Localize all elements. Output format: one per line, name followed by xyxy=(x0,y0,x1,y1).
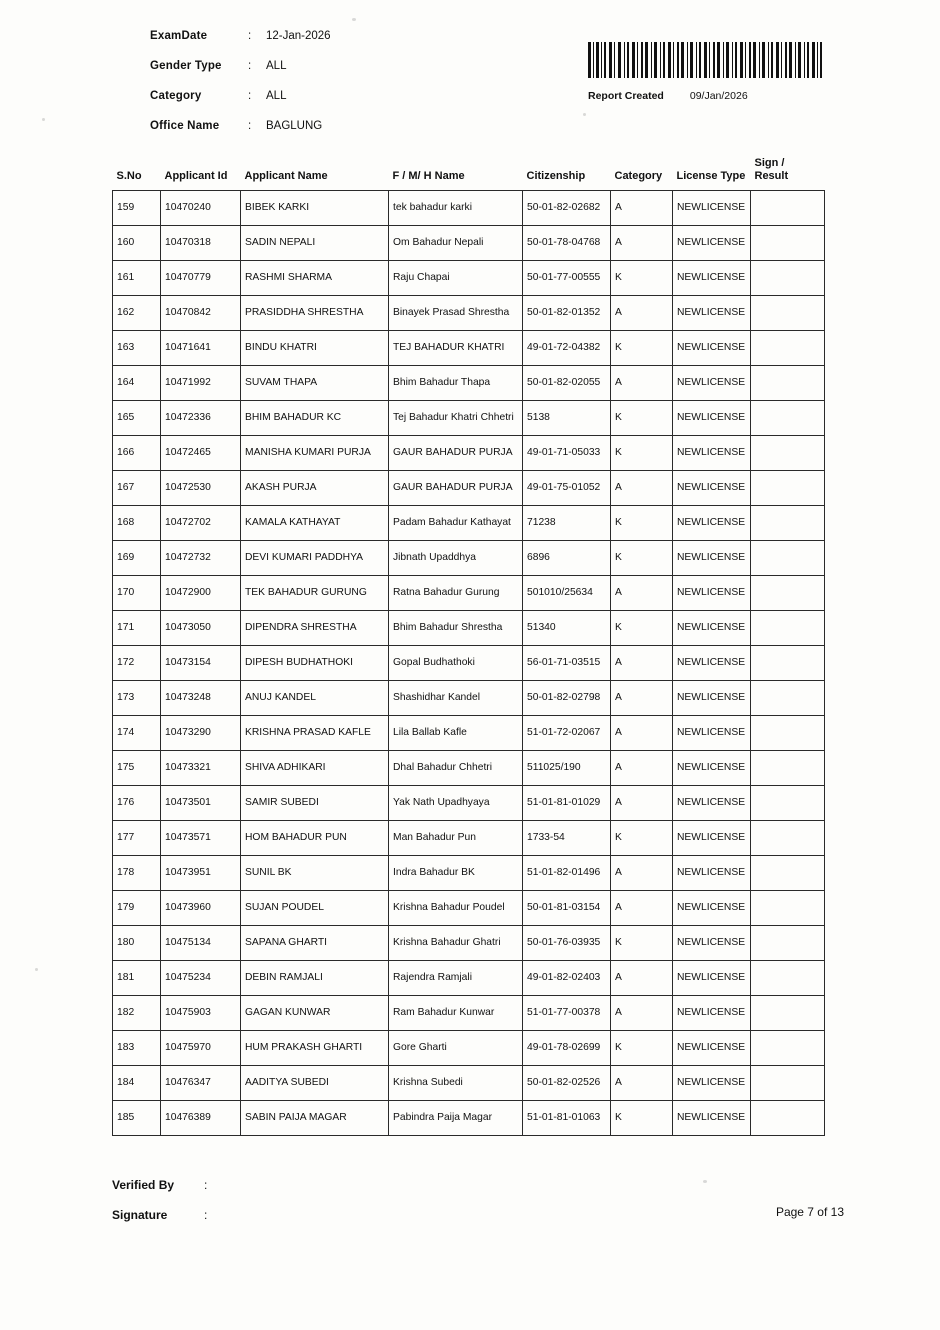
cell-category: K xyxy=(611,1031,673,1066)
report-created-date: 09/Jan/2026 xyxy=(689,90,748,102)
page-number: Page 7 of 13 xyxy=(775,1205,844,1219)
scan-speck xyxy=(583,113,586,116)
cell-fmh-name: Krishna Subedi xyxy=(389,1066,523,1101)
cell-applicant-name: SUJAN POUDEL xyxy=(241,891,389,926)
cell-sno: 160 xyxy=(113,226,161,261)
cell-sign-result xyxy=(751,436,825,471)
meta-label-examdate: ExamDate xyxy=(150,30,208,42)
cell-license-type: NEWLICENSE xyxy=(673,226,751,261)
cell-license-type: NEWLICENSE xyxy=(673,436,751,471)
cell-applicant-id: 10472465 xyxy=(161,436,241,471)
footer-block xyxy=(112,1178,824,1238)
cell-applicant-name: DEVI KUMARI PADDHYA xyxy=(241,541,389,576)
cell-license-type: NEWLICENSE xyxy=(673,366,751,401)
cell-citizenship: 49-01-82-02403 xyxy=(523,961,611,996)
cell-citizenship: 49-01-71-05033 xyxy=(523,436,611,471)
cell-sign-result xyxy=(751,646,825,681)
table-row xyxy=(113,856,825,891)
report-created-label: Report Created xyxy=(588,90,664,102)
table-row xyxy=(113,436,825,471)
cell-license-type: NEWLICENSE xyxy=(673,751,751,786)
meta-colon: : xyxy=(248,60,252,72)
cell-sno: 163 xyxy=(113,331,161,366)
cell-category: K xyxy=(611,401,673,436)
applicant-table xyxy=(112,155,825,1136)
table-row xyxy=(113,996,825,1031)
cell-license-type: NEWLICENSE xyxy=(673,506,751,541)
cell-category: K xyxy=(611,1101,673,1136)
cell-applicant-id: 10470240 xyxy=(161,191,241,226)
cell-sno: 179 xyxy=(113,891,161,926)
cell-citizenship: 71238 xyxy=(523,506,611,541)
table-row xyxy=(113,191,825,226)
cell-sign-result xyxy=(751,821,825,856)
meta-value-category: ALL xyxy=(266,90,287,102)
cell-applicant-id: 10476389 xyxy=(161,1101,241,1136)
cell-fmh-name: Man Bahadur Pun xyxy=(389,821,523,856)
cell-citizenship: 56-01-71-03515 xyxy=(523,646,611,681)
cell-applicant-name: BHIM BAHADUR KC xyxy=(241,401,389,436)
cell-sno: 167 xyxy=(113,471,161,506)
cell-applicant-name: AADITYA SUBEDI xyxy=(241,1066,389,1101)
cell-sno: 165 xyxy=(113,401,161,436)
scan-speck xyxy=(35,968,38,971)
cell-citizenship: 50-01-82-02682 xyxy=(523,191,611,226)
table-row xyxy=(113,1101,825,1136)
meta-label-office-name: Office Name xyxy=(150,120,220,132)
cell-category: A xyxy=(611,296,673,331)
cell-license-type: NEWLICENSE xyxy=(673,996,751,1031)
cell-applicant-id: 10473501 xyxy=(161,786,241,821)
cell-sign-result xyxy=(751,961,825,996)
meta-value-office-name: BAGLUNG xyxy=(266,120,323,132)
cell-sign-result xyxy=(751,226,825,261)
table-row xyxy=(113,1031,825,1066)
cell-citizenship: 1733-54 xyxy=(523,821,611,856)
cell-sno: 164 xyxy=(113,366,161,401)
cell-fmh-name: Krishna Bahadur Ghatri xyxy=(389,926,523,961)
cell-applicant-id: 10470318 xyxy=(161,226,241,261)
cell-citizenship: 6896 xyxy=(523,541,611,576)
cell-sno: 159 xyxy=(113,191,161,226)
cell-sign-result xyxy=(751,716,825,751)
meta-value-examdate: 12-Jan-2026 xyxy=(266,30,331,42)
cell-license-type: NEWLICENSE xyxy=(673,786,751,821)
cell-category: A xyxy=(611,786,673,821)
cell-sno: 183 xyxy=(113,1031,161,1066)
cell-applicant-id: 10475134 xyxy=(161,926,241,961)
cell-category: K xyxy=(611,331,673,366)
cell-applicant-id: 10471641 xyxy=(161,331,241,366)
cell-sno: 181 xyxy=(113,961,161,996)
cell-sno: 166 xyxy=(113,436,161,471)
cell-applicant-name: SAPANA GHARTI xyxy=(241,926,389,961)
cell-sign-result xyxy=(751,541,825,576)
cell-fmh-name: Krishna Bahadur Poudel xyxy=(389,891,523,926)
cell-sign-result xyxy=(751,891,825,926)
table-row xyxy=(113,786,825,821)
cell-applicant-name: RASHMI SHARMA xyxy=(241,261,389,296)
cell-applicant-id: 10473248 xyxy=(161,681,241,716)
table-row xyxy=(113,716,825,751)
meta-label-gender-type: Gender Type xyxy=(150,60,222,72)
cell-fmh-name: tek bahadur karki xyxy=(389,191,523,226)
cell-fmh-name: Raju Chapai xyxy=(389,261,523,296)
table-row xyxy=(113,821,825,856)
cell-citizenship: 51-01-81-01063 xyxy=(523,1101,611,1136)
cell-fmh-name: Gopal Budhathoki xyxy=(389,646,523,681)
cell-citizenship: 50-01-82-02055 xyxy=(523,366,611,401)
cell-license-type: NEWLICENSE xyxy=(673,961,751,996)
cell-applicant-name: DEBIN RAMJALI xyxy=(241,961,389,996)
cell-applicant-id: 10476347 xyxy=(161,1066,241,1101)
column-header-fmh-name: F / M/ H Name xyxy=(392,169,465,182)
table-row xyxy=(113,1066,825,1101)
cell-fmh-name: Indra Bahadur BK xyxy=(389,856,523,891)
cell-sign-result xyxy=(751,576,825,611)
cell-fmh-name: TEJ BAHADUR KHATRI xyxy=(389,331,523,366)
cell-license-type: NEWLICENSE xyxy=(673,401,751,436)
cell-sign-result xyxy=(751,331,825,366)
column-header-applicant-name: Applicant Name xyxy=(244,169,328,182)
cell-sno: 161 xyxy=(113,261,161,296)
cell-fmh-name: Lila Ballab Kafle xyxy=(389,716,523,751)
table-row xyxy=(113,926,825,961)
report-created-row xyxy=(588,90,822,102)
cell-applicant-name: SAMIR SUBEDI xyxy=(241,786,389,821)
cell-sign-result xyxy=(751,1031,825,1066)
table-row xyxy=(113,226,825,261)
cell-category: A xyxy=(611,191,673,226)
column-header-sno: S.No xyxy=(116,169,142,182)
cell-sign-result xyxy=(751,996,825,1031)
cell-license-type: NEWLICENSE xyxy=(673,471,751,506)
verified-by-label: Verified By xyxy=(112,1178,175,1192)
applicant-table-wrap xyxy=(112,155,824,1136)
cell-sign-result xyxy=(751,926,825,961)
column-header-citizenship: Citizenship xyxy=(526,169,586,182)
cell-citizenship: 51-01-72-02067 xyxy=(523,716,611,751)
verified-by-colon: : xyxy=(204,1178,208,1192)
cell-applicant-id: 10471992 xyxy=(161,366,241,401)
cell-license-type: NEWLICENSE xyxy=(673,1101,751,1136)
table-row xyxy=(113,611,825,646)
table-row xyxy=(113,751,825,786)
cell-sign-result xyxy=(751,366,825,401)
cell-citizenship: 50-01-82-02798 xyxy=(523,681,611,716)
cell-fmh-name: Pabindra Paija Magar xyxy=(389,1101,523,1136)
cell-applicant-name: AKASH PURJA xyxy=(241,471,389,506)
cell-sign-result xyxy=(751,191,825,226)
table-header xyxy=(113,155,825,191)
meta-colon: : xyxy=(248,120,252,132)
cell-sno: 177 xyxy=(113,821,161,856)
table-body xyxy=(113,191,825,1136)
cell-fmh-name: GAUR BAHADUR PURJA xyxy=(389,436,523,471)
cell-license-type: NEWLICENSE xyxy=(673,296,751,331)
cell-sign-result xyxy=(751,856,825,891)
cell-sign-result xyxy=(751,1101,825,1136)
table-row xyxy=(113,296,825,331)
cell-applicant-name: SHIVA ADHIKARI xyxy=(241,751,389,786)
meta-value-gender-type: ALL xyxy=(266,60,287,72)
signature-row xyxy=(112,1208,824,1238)
cell-sno: 173 xyxy=(113,681,161,716)
cell-sign-result xyxy=(751,261,825,296)
cell-sno: 185 xyxy=(113,1101,161,1136)
cell-applicant-name: TEK BAHADUR GURUNG xyxy=(241,576,389,611)
cell-applicant-name: GAGAN KUNWAR xyxy=(241,996,389,1031)
cell-license-type: NEWLICENSE xyxy=(673,611,751,646)
cell-applicant-name: SADIN NEPALI xyxy=(241,226,389,261)
cell-sno: 162 xyxy=(113,296,161,331)
cell-citizenship: 50-01-81-03154 xyxy=(523,891,611,926)
table-row xyxy=(113,541,825,576)
cell-applicant-id: 10473951 xyxy=(161,856,241,891)
cell-category: K xyxy=(611,926,673,961)
meta-row-examdate xyxy=(150,30,490,60)
signature-label: Signature xyxy=(112,1208,168,1222)
cell-applicant-name: DIPENDRA SHRESTHA xyxy=(241,611,389,646)
cell-applicant-name: BINDU KHATRI xyxy=(241,331,389,366)
cell-applicant-id: 10472900 xyxy=(161,576,241,611)
meta-label-category: Category xyxy=(150,90,202,102)
cell-license-type: NEWLICENSE xyxy=(673,891,751,926)
cell-fmh-name: Jibnath Upaddhya xyxy=(389,541,523,576)
cell-category: A xyxy=(611,226,673,261)
meta-colon: : xyxy=(248,90,252,102)
cell-applicant-id: 10472530 xyxy=(161,471,241,506)
cell-citizenship: 50-01-82-01352 xyxy=(523,296,611,331)
cell-category: K xyxy=(611,506,673,541)
cell-applicant-id: 10475234 xyxy=(161,961,241,996)
cell-category: A xyxy=(611,471,673,506)
cell-sno: 184 xyxy=(113,1066,161,1101)
cell-applicant-id: 10472732 xyxy=(161,541,241,576)
cell-applicant-id: 10473050 xyxy=(161,611,241,646)
cell-applicant-id: 10475970 xyxy=(161,1031,241,1066)
column-header-applicant-id: Applicant Id xyxy=(164,169,228,182)
cell-applicant-name: KAMALA KATHAYAT xyxy=(241,506,389,541)
cell-fmh-name: Rajendra Ramjali xyxy=(389,961,523,996)
barcode-icon xyxy=(588,42,822,78)
cell-sign-result xyxy=(751,611,825,646)
cell-applicant-id: 10475903 xyxy=(161,996,241,1031)
table-row xyxy=(113,576,825,611)
signature-colon: : xyxy=(204,1208,208,1222)
cell-category: K xyxy=(611,611,673,646)
cell-applicant-id: 10472702 xyxy=(161,506,241,541)
cell-sno: 169 xyxy=(113,541,161,576)
cell-fmh-name: Gore Gharti xyxy=(389,1031,523,1066)
cell-applicant-id: 10472336 xyxy=(161,401,241,436)
cell-category: K xyxy=(611,436,673,471)
scan-speck xyxy=(42,118,45,121)
cell-category: A xyxy=(611,681,673,716)
cell-applicant-name: DIPESH BUDHATHOKI xyxy=(241,646,389,681)
cell-applicant-name: SUVAM THAPA xyxy=(241,366,389,401)
cell-fmh-name: Yak Nath Upadhyaya xyxy=(389,786,523,821)
cell-citizenship: 49-01-75-01052 xyxy=(523,471,611,506)
cell-applicant-name: HOM BAHADUR PUN xyxy=(241,821,389,856)
cell-applicant-name: BIBEK KARKI xyxy=(241,191,389,226)
table-row xyxy=(113,506,825,541)
table-row xyxy=(113,261,825,296)
scan-speck xyxy=(352,18,356,21)
barcode-block xyxy=(588,42,822,102)
cell-applicant-name: ANUJ KANDEL xyxy=(241,681,389,716)
cell-category: A xyxy=(611,646,673,681)
cell-fmh-name: Bhim Bahadur Shrestha xyxy=(389,611,523,646)
cell-applicant-id: 10470779 xyxy=(161,261,241,296)
cell-category: A xyxy=(611,856,673,891)
cell-sign-result xyxy=(751,1066,825,1101)
cell-sign-result xyxy=(751,786,825,821)
cell-fmh-name: Padam Bahadur Kathayat xyxy=(389,506,523,541)
cell-citizenship: 51-01-82-01496 xyxy=(523,856,611,891)
meta-row-office-name xyxy=(150,120,490,150)
cell-sno: 168 xyxy=(113,506,161,541)
cell-category: K xyxy=(611,541,673,576)
cell-fmh-name: Shashidhar Kandel xyxy=(389,681,523,716)
cell-citizenship: 501010/25634 xyxy=(523,576,611,611)
cell-license-type: NEWLICENSE xyxy=(673,576,751,611)
meta-row-category xyxy=(150,90,490,120)
cell-citizenship: 51-01-81-01029 xyxy=(523,786,611,821)
cell-sno: 175 xyxy=(113,751,161,786)
cell-applicant-id: 10473154 xyxy=(161,646,241,681)
cell-license-type: NEWLICENSE xyxy=(673,541,751,576)
table-row xyxy=(113,366,825,401)
meta-row-gender-type xyxy=(150,60,490,90)
cell-applicant-name: SUNIL BK xyxy=(241,856,389,891)
cell-category: A xyxy=(611,576,673,611)
cell-license-type: NEWLICENSE xyxy=(673,681,751,716)
table-header-row xyxy=(113,155,825,191)
cell-category: K xyxy=(611,821,673,856)
cell-applicant-id: 10473290 xyxy=(161,716,241,751)
table-row xyxy=(113,401,825,436)
cell-license-type: NEWLICENSE xyxy=(673,261,751,296)
cell-category: A xyxy=(611,891,673,926)
cell-sno: 171 xyxy=(113,611,161,646)
cell-citizenship: 511025/190 xyxy=(523,751,611,786)
cell-citizenship: 49-01-72-04382 xyxy=(523,331,611,366)
cell-sign-result xyxy=(751,506,825,541)
cell-sno: 174 xyxy=(113,716,161,751)
cell-applicant-name: KRISHNA PRASAD KAFLE xyxy=(241,716,389,751)
cell-sno: 180 xyxy=(113,926,161,961)
cell-applicant-id: 10470842 xyxy=(161,296,241,331)
cell-applicant-id: 10473321 xyxy=(161,751,241,786)
column-header-sign-result: Sign / Result xyxy=(754,157,789,182)
cell-citizenship: 50-01-78-04768 xyxy=(523,226,611,261)
cell-license-type: NEWLICENSE xyxy=(673,191,751,226)
cell-applicant-name: PRASIDDHA SHRESTHA xyxy=(241,296,389,331)
cell-citizenship: 50-01-82-02526 xyxy=(523,1066,611,1101)
cell-citizenship: 49-01-78-02699 xyxy=(523,1031,611,1066)
cell-sign-result xyxy=(751,296,825,331)
cell-sign-result xyxy=(751,751,825,786)
column-header-license-type: License Type xyxy=(676,169,746,182)
cell-sno: 178 xyxy=(113,856,161,891)
cell-license-type: NEWLICENSE xyxy=(673,1031,751,1066)
cell-applicant-id: 10473960 xyxy=(161,891,241,926)
cell-category: A xyxy=(611,1066,673,1101)
table-row xyxy=(113,891,825,926)
cell-fmh-name: GAUR BAHADUR PURJA xyxy=(389,471,523,506)
cell-fmh-name: Ratna Bahadur Gurung xyxy=(389,576,523,611)
table-row xyxy=(113,961,825,996)
cell-sign-result xyxy=(751,681,825,716)
cell-sno: 172 xyxy=(113,646,161,681)
verified-by-row xyxy=(112,1178,824,1208)
cell-license-type: NEWLICENSE xyxy=(673,821,751,856)
table-row xyxy=(113,331,825,366)
cell-category: A xyxy=(611,961,673,996)
cell-category: A xyxy=(611,366,673,401)
cell-license-type: NEWLICENSE xyxy=(673,716,751,751)
cell-applicant-name: HUM PRAKASH GHARTI xyxy=(241,1031,389,1066)
cell-license-type: NEWLICENSE xyxy=(673,1066,751,1101)
report-meta-block xyxy=(150,30,490,150)
cell-citizenship: 51-01-77-00378 xyxy=(523,996,611,1031)
cell-citizenship: 51340 xyxy=(523,611,611,646)
cell-citizenship: 50-01-77-00555 xyxy=(523,261,611,296)
cell-applicant-name: SABIN PAIJA MAGAR xyxy=(241,1101,389,1136)
cell-category: A xyxy=(611,996,673,1031)
cell-license-type: NEWLICENSE xyxy=(673,646,751,681)
cell-sno: 170 xyxy=(113,576,161,611)
cell-fmh-name: Ram Bahadur Kunwar xyxy=(389,996,523,1031)
cell-sign-result xyxy=(751,401,825,436)
column-header-category: Category xyxy=(614,169,663,182)
cell-category: K xyxy=(611,261,673,296)
cell-license-type: NEWLICENSE xyxy=(673,856,751,891)
cell-fmh-name: Dhal Bahadur Chhetri xyxy=(389,751,523,786)
cell-sign-result xyxy=(751,471,825,506)
cell-license-type: NEWLICENSE xyxy=(673,331,751,366)
cell-applicant-name: MANISHA KUMARI PURJA xyxy=(241,436,389,471)
cell-citizenship: 5138 xyxy=(523,401,611,436)
cell-category: A xyxy=(611,716,673,751)
table-row xyxy=(113,681,825,716)
cell-license-type: NEWLICENSE xyxy=(673,926,751,961)
table-row xyxy=(113,646,825,681)
cell-fmh-name: Om Bahadur Nepali xyxy=(389,226,523,261)
cell-applicant-id: 10473571 xyxy=(161,821,241,856)
table-row xyxy=(113,471,825,506)
cell-category: A xyxy=(611,751,673,786)
cell-fmh-name: Binayek Prasad Shrestha xyxy=(389,296,523,331)
cell-sno: 176 xyxy=(113,786,161,821)
cell-sno: 182 xyxy=(113,996,161,1031)
cell-citizenship: 50-01-76-03935 xyxy=(523,926,611,961)
cell-fmh-name: Tej Bahadur Khatri Chhetri xyxy=(389,401,523,436)
cell-fmh-name: Bhim Bahadur Thapa xyxy=(389,366,523,401)
meta-colon: : xyxy=(248,30,252,42)
